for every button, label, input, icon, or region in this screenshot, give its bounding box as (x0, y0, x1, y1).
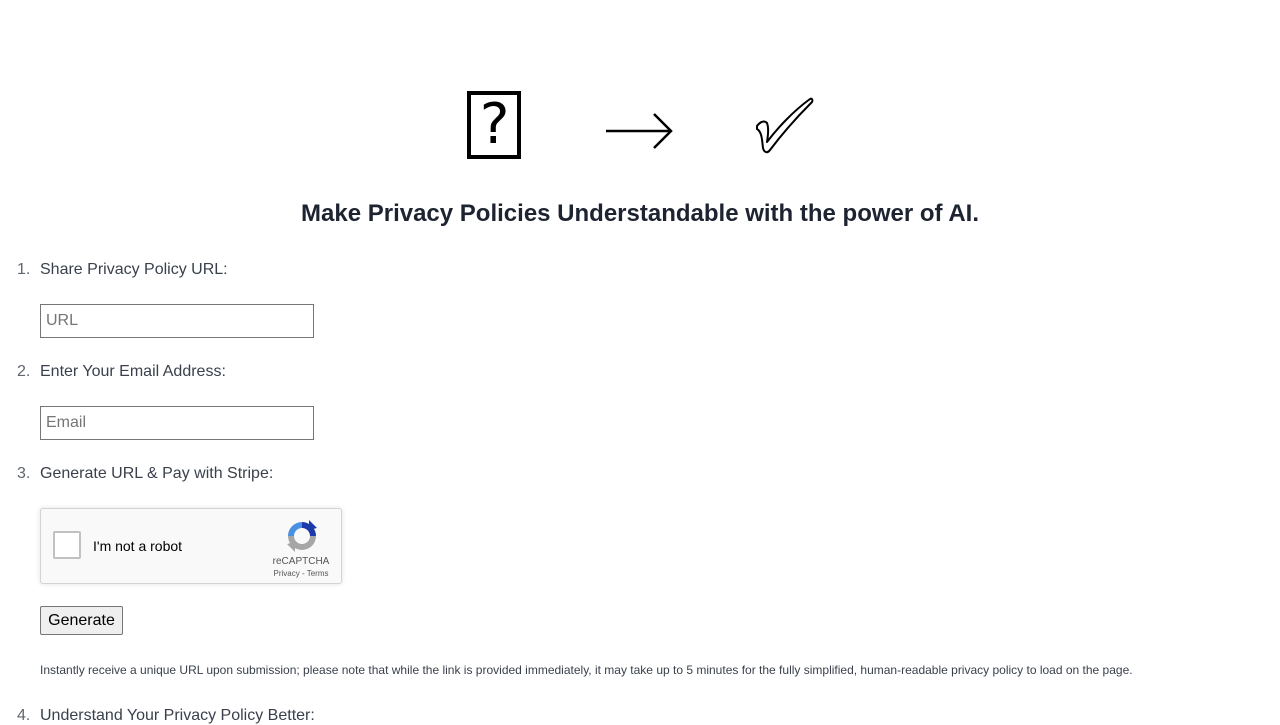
submission-note: Instantly receive a unique URL upon submission; please note that while the link is provided immediately, it may take up to 5 minutes for the fully simplified, human-readable privacy policy to load on the page. (40, 663, 1133, 677)
step-label-generate: Generate URL & Pay with Stripe: (40, 465, 274, 482)
recaptcha-logo-icon (285, 519, 319, 553)
step-label-email: Enter Your Email Address: (40, 363, 226, 380)
recaptcha-checkbox[interactable] (53, 531, 81, 559)
recaptcha-links (261, 569, 341, 578)
recaptcha-widget (40, 508, 342, 584)
recaptcha-link-separator: - (299, 569, 307, 578)
step-number: 1. (17, 261, 31, 278)
check-mark-icon (754, 96, 816, 154)
generate-button[interactable]: Generate (40, 606, 123, 635)
step-label-url: Share Privacy Policy URL: (40, 261, 228, 278)
hero-illustration (0, 0, 1280, 190)
url-input[interactable] (40, 304, 314, 338)
recaptcha-terms-link[interactable]: Terms (306, 569, 329, 578)
email-input[interactable] (40, 406, 314, 440)
recaptcha-privacy-link[interactable]: Privacy (273, 569, 300, 578)
right-arrow-icon (604, 108, 674, 154)
step-number: 3. (17, 465, 31, 482)
step-number: 4. (17, 707, 31, 724)
step-number: 2. (17, 363, 31, 380)
page-title: Make Privacy Policies Understandable with the power of AI. (301, 200, 979, 227)
recaptcha-brand: reCAPTCHA (272, 556, 330, 567)
question-glyph: ? (477, 92, 511, 157)
recaptcha-label: I'm not a robot (93, 538, 183, 554)
step-label-understand: Understand Your Privacy Policy Better: (40, 707, 315, 724)
question-box-icon (467, 91, 521, 159)
